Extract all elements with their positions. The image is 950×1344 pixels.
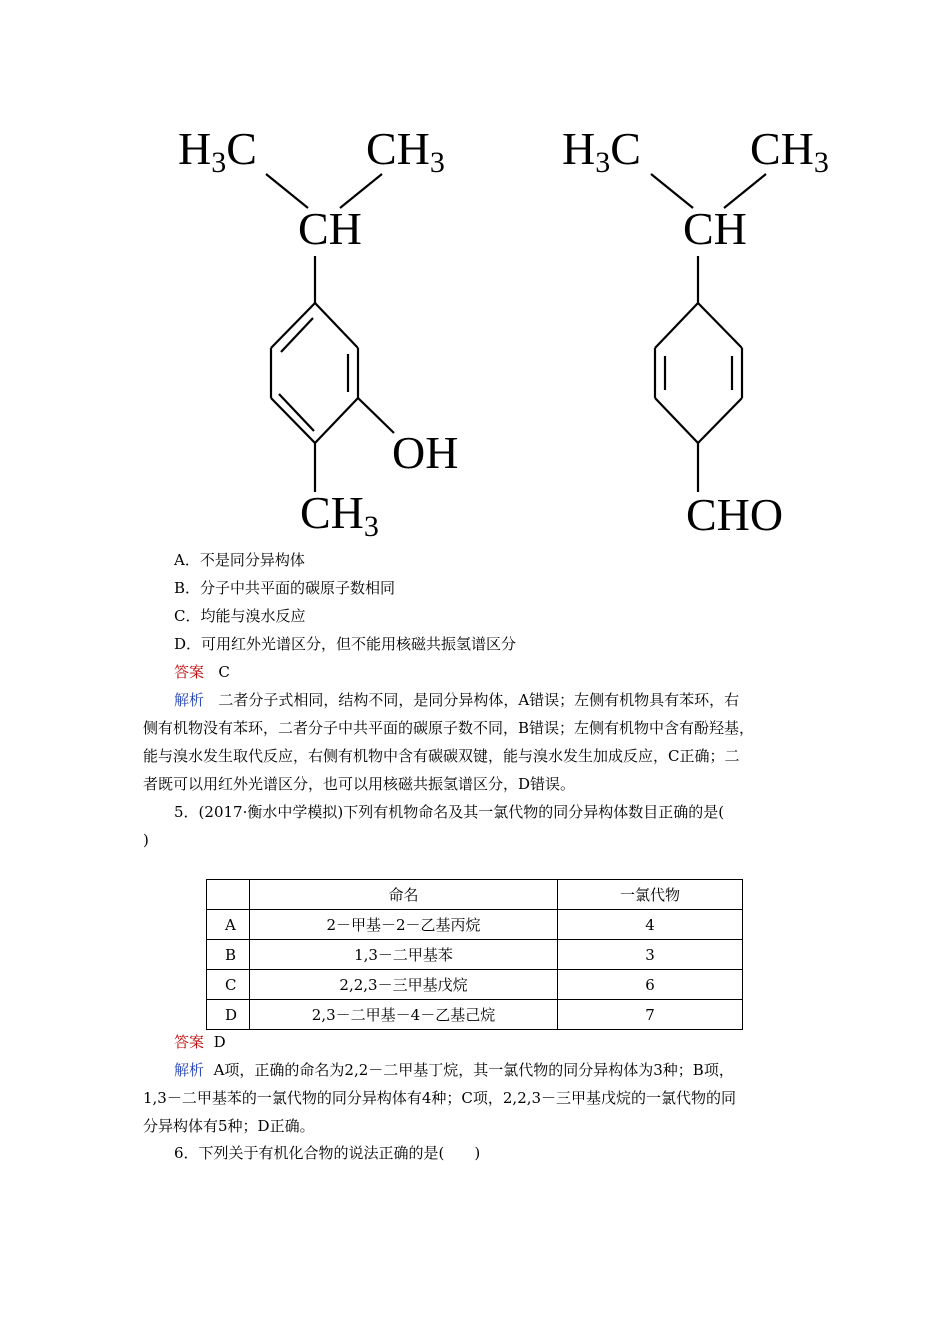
right-ch-label: CH bbox=[683, 203, 747, 254]
table-cell: 2,2,3－三甲基戊烷 bbox=[249, 970, 557, 1000]
table-header-row bbox=[207, 880, 743, 910]
structure-figure bbox=[0, 0, 950, 545]
table-cell: A bbox=[207, 910, 250, 940]
bond bbox=[315, 303, 358, 348]
left-molecule bbox=[178, 123, 458, 543]
table-cell: C bbox=[207, 970, 250, 1000]
bond bbox=[698, 398, 742, 443]
q5-analysis-line-1 bbox=[174, 1060, 734, 1080]
table-cell: D bbox=[207, 1000, 250, 1030]
analysis-text: A项，正确的命名为2,2－二甲基丁烷，其一氯代物的同分异构体为3种；B项， bbox=[213, 1061, 734, 1079]
q6-stem: 6．下列关于有机化合物的说法正确的是( ) bbox=[174, 1144, 481, 1162]
q4-analysis-line-1 bbox=[174, 690, 739, 710]
q5-analysis-line-3: 分异构体有5种；D正确。 bbox=[143, 1117, 315, 1135]
left-oh-label: OH bbox=[392, 427, 459, 478]
bond bbox=[358, 398, 394, 433]
right-molecule bbox=[562, 123, 829, 540]
analysis-label: 解析 bbox=[174, 691, 205, 709]
right-cho-label: CHO bbox=[686, 489, 784, 540]
bond bbox=[698, 303, 742, 348]
table-cell: 2－甲基－2－乙基丙烷 bbox=[249, 910, 557, 940]
bond bbox=[271, 303, 315, 348]
table-row bbox=[207, 1000, 743, 1030]
answer-value: D bbox=[213, 1033, 226, 1051]
q5-stem-line-2: ) bbox=[143, 831, 149, 849]
table-cell: B bbox=[207, 940, 250, 970]
left-ch3-top-label: CH3 bbox=[366, 123, 445, 179]
q4-analysis-line-4: 者既可以用红外光谱区分，也可以用核磁共振氢谱区分，D错误。 bbox=[143, 775, 576, 793]
answer-label: 答案 bbox=[174, 1033, 205, 1051]
q4-analysis-line-3: 能与溴水发生取代反应，右侧有机物中含有碳碳双键，能与溴水发生加成反应，C正确；二 bbox=[143, 747, 740, 765]
bond bbox=[281, 318, 313, 352]
bond bbox=[266, 174, 308, 208]
table-row bbox=[207, 910, 743, 940]
q4-answer bbox=[174, 662, 230, 682]
answer-value: C bbox=[218, 663, 230, 681]
table-cell: 6 bbox=[558, 970, 743, 1000]
option-b: B．分子中共平面的碳原子数相同 bbox=[174, 579, 396, 597]
option-a: A．不是同分异构体 bbox=[174, 551, 305, 569]
bond bbox=[655, 398, 698, 443]
table-cell: 7 bbox=[558, 1000, 743, 1030]
left-ch-label: CH bbox=[298, 203, 362, 254]
left-ch3-bottom-label: CH3 bbox=[300, 487, 379, 543]
bond bbox=[651, 174, 693, 208]
q5-analysis-line-2: 1,3－二甲基苯的一氯代物的同分异构体有4种；C项，2,2,3－三甲基戊烷的一氯代物的同 bbox=[143, 1089, 737, 1107]
bond bbox=[315, 398, 358, 443]
analysis-label: 解析 bbox=[174, 1061, 205, 1079]
bond bbox=[271, 398, 315, 443]
left-h3c-label: H3C bbox=[178, 123, 257, 179]
right-h3c-label: H3C bbox=[562, 123, 641, 179]
answer-label: 答案 bbox=[174, 663, 205, 681]
q5-stem-line-1: 5．(2017·衡水中学模拟)下列有机物命名及其一氯代物的同分异构体数目正确的是( bbox=[174, 803, 725, 821]
q4-analysis-line-2: 侧有机物没有苯环，二者分子中共平面的碳原子数不同，B错误；左侧有机物中含有酚羟基， bbox=[143, 719, 755, 737]
q5-answer bbox=[174, 1032, 226, 1052]
table-cell: 3 bbox=[558, 940, 743, 970]
table-row bbox=[207, 940, 743, 970]
option-c: C．均能与溴水反应 bbox=[174, 607, 306, 625]
table-row bbox=[207, 970, 743, 1000]
table-cell: 2,3－二甲基－4－乙基己烷 bbox=[249, 1000, 557, 1030]
table-header-cell: 一氯代物 bbox=[558, 880, 743, 910]
table-header-cell: 命名 bbox=[249, 880, 557, 910]
bond bbox=[655, 303, 698, 348]
table-header-cell bbox=[207, 880, 250, 910]
table-cell: 1,3－二甲基苯 bbox=[249, 940, 557, 970]
option-d: D．可用红外光谱区分，但不能用核磁共振氢谱区分 bbox=[174, 635, 517, 653]
analysis-text: 二者分子式相同，结构不同，是同分异构体，A错误；左侧有机物具有苯环，右 bbox=[218, 691, 740, 709]
naming-table bbox=[206, 879, 743, 1030]
right-ch3-top-label: CH3 bbox=[750, 123, 829, 179]
table-cell: 4 bbox=[558, 910, 743, 940]
